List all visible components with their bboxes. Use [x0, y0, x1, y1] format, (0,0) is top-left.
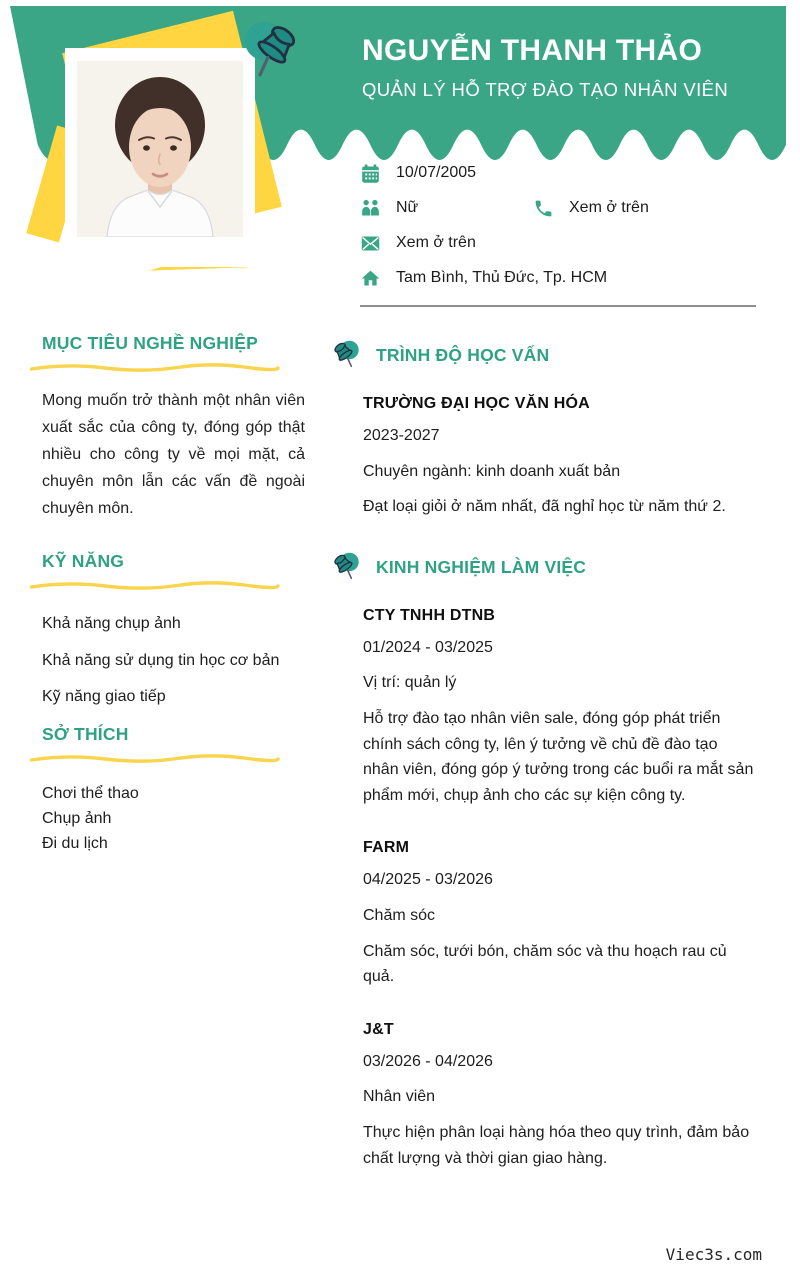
photo-area: [38, 16, 304, 278]
gender-icon: [360, 198, 381, 219]
photo-frame: [65, 48, 255, 267]
phone-cell: [533, 198, 649, 219]
education-major: Chuyên ngành: kinh doanh xuất bản: [363, 462, 621, 480]
wavy-underline: [29, 361, 281, 373]
school-name: TRƯỜNG ĐẠI HỌC VĂN HÓA: [363, 395, 590, 412]
experience-role: Nhân viên: [363, 1088, 436, 1106]
contact-row-dob: [360, 162, 756, 184]
experience-desc: Hỗ trợ đào tạo nhân viên sale, đóng góp phát triển chính sách công ty, lên ý tưởng về chủ đề đào tạo nhân viên, đóng góp ý tưởng trong các buổi ra mắt sản phẩm mới, chụp ảnh cho các sự kiện công ty.: [363, 709, 754, 804]
section-title-skills: KỸ NĂNG: [42, 551, 125, 572]
education-note: Đạt loại giỏi ở năm nhất, đã nghỉ học từ năm thứ 2.: [363, 498, 726, 516]
job-title: QUẢN LÝ HỖ TRỢ ĐÀO TẠO NHÂN VIÊN: [362, 79, 729, 100]
experience-entry: [363, 607, 757, 809]
experience-period: 01/2024 - 03/2025: [363, 638, 493, 656]
calendar-icon: [360, 163, 381, 184]
wavy-underline: [29, 752, 281, 764]
profile-photo: [77, 61, 243, 237]
company-name: FARM: [363, 839, 410, 857]
pushpin-icon: [331, 338, 363, 373]
hobby-item: Chụp ảnh: [42, 810, 112, 828]
header: [362, 34, 728, 101]
email-icon: [360, 233, 381, 254]
objective-text: Mong muốn trở thành một nhân viên xuất sắc của công ty, đóng góp thật nhiều cho công ty về mọi mặt, cả chuyên môn lẫn các vấn đề ngoài chuyên môn.: [42, 392, 305, 517]
experience-period: 03/2026 - 04/2026: [363, 1052, 493, 1070]
skill-item: Khả năng sử dụng tin học cơ bản: [42, 651, 280, 669]
contact-info: [360, 162, 756, 307]
hobby-item: Đi du lịch: [42, 835, 108, 853]
skill-item: Khả năng chụp ảnh: [42, 615, 181, 633]
company-name: J&T: [363, 1020, 394, 1038]
hobbies-section: [42, 724, 305, 857]
phone-value: Xem ở trên: [569, 199, 649, 216]
experience-desc: Chăm sóc, tưới bón, chăm sóc và thu hoạch rau củ quả.: [363, 942, 727, 986]
experience-section-head: [331, 550, 757, 585]
experience-entry: [363, 839, 757, 989]
right-column: [363, 338, 757, 1171]
education-entry: [363, 395, 757, 520]
candidate-name: NGUYỄN THANH THẢO: [362, 34, 703, 67]
contact-row-address: [360, 267, 756, 289]
experience-period: 04/2025 - 03/2026: [363, 871, 493, 889]
section-title-objective: MỤC TIÊU NGHỀ NGHIỆP: [42, 333, 258, 353]
email-value: Xem ở trên: [396, 234, 476, 251]
gender-value: Nữ: [396, 199, 419, 216]
experience-desc: Thực hiện phân loại hàng hóa theo quy trình, đảm bảo chất lượng và thời gian giao hàng.: [363, 1123, 750, 1167]
birth-date-value: 10/07/2005: [396, 164, 477, 181]
section-title-education: TRÌNH ĐỘ HỌC VẤN: [376, 345, 550, 365]
contact-divider: [360, 305, 756, 307]
company-name: CTY TNHH DTNB: [363, 606, 496, 624]
contact-row-email: [360, 232, 756, 254]
section-title-hobbies: SỞ THÍCH: [42, 723, 129, 744]
left-column: [42, 333, 305, 857]
address-value: Tam Bình, Thủ Đức, Tp. HCM: [396, 269, 608, 286]
experience-role: Chăm sóc: [363, 906, 436, 924]
experience-entry: [363, 1021, 757, 1171]
education-period: 2023-2027: [363, 427, 440, 444]
skill-item: Kỹ năng giao tiếp: [42, 687, 166, 705]
gender-cell: [360, 198, 518, 219]
phone-icon: [533, 198, 554, 219]
watermark: Viec3s.com: [665, 1245, 762, 1264]
skills-section: [42, 551, 305, 708]
hobby-item: Chơi thể thao: [42, 784, 139, 802]
experience-role: Vị trí: quản lý: [363, 674, 457, 692]
pushpin-icon: [236, 17, 302, 88]
objective-section: [42, 333, 305, 522]
education-section-head: [331, 338, 757, 373]
home-icon: [360, 268, 381, 289]
contact-row-gender-phone: [360, 197, 756, 219]
pushpin-icon: [331, 550, 363, 585]
wavy-underline: [29, 579, 281, 591]
section-title-experience: KINH NGHIỆM LÀM VIỆC: [376, 556, 587, 577]
